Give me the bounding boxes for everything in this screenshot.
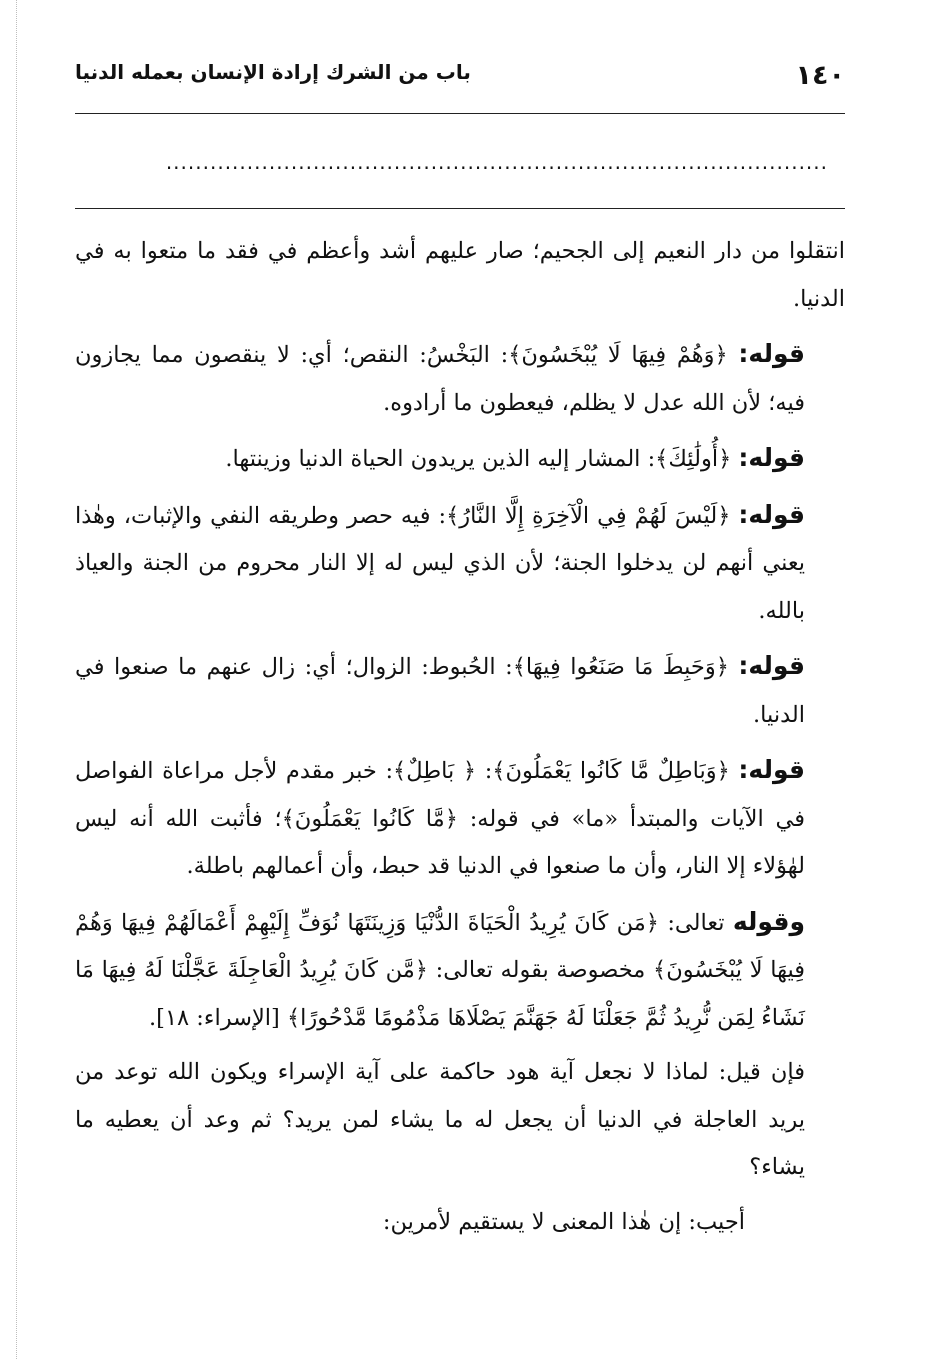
lead-word: قوله:: [738, 339, 805, 368]
paragraph-text: : فيه حصر وطريقه النفي والإثبات، وهٰذا يعني أنهم لن يدخلوا الجنة؛ لأن الذي ليس له إلا النار محروم من الجنة والعياذ بالله.: [75, 502, 805, 624]
paragraph-text: ؛ فأثبت الله أنه ليس لهٰؤلاء إلا النار، وأن ما صنعوا في الدنيا قد حبط، وأن أعمالهم باطلة.: [75, 805, 805, 879]
quran-quote: ﴿مَّا كَانُوا يَعْمَلُونَ﴾: [281, 805, 458, 832]
paragraph-text: : خبر مقدم لأجل مراعاة الفواصل في الآيات والمبتدأ «ما» في قوله:: [75, 758, 805, 832]
quran-quote: ﴿وَهُمْ فِيهَا لَا يُبْخَسُونَ﴾: [508, 342, 728, 368]
header-rule: [75, 113, 845, 114]
paragraph-9: [75, 1199, 845, 1247]
paragraph-text: انتقلوا من دار النعيم إلى الجحيم؛ صار عليهم أشد وأعظم في فقد ما متعوا به في الدنيا.: [75, 238, 845, 312]
paragraph-6: [75, 746, 845, 891]
running-title: باب من الشرك إرادة الإنسان بعمله الدنيا: [75, 60, 471, 84]
page-header: [75, 58, 845, 98]
paragraph-text: مخصوصة بقوله تعالى:: [427, 957, 654, 983]
quran-quote: ﴿مَن كَانَ يُرِيدُ الْحَيَاةَ الدُّنْيَا وَزِينَتَهَا نُوَفِّ إِلَيْهِمْ أَعْمَالَهُمْ فِيهَا وَهُمْ فِيهَا لَا يُبْخَسُونَ﴾: [75, 909, 805, 983]
paragraph-text: فإن قيل: لماذا لا نجعل آية هود حاكمة على آية الإسراء ويكون الله توعد من يريد العاجلة في الدنيا أن يجعل له ما يشاء لمن يريد؟ ثم وعد أن يعطيه ما يشاء؟: [75, 1059, 805, 1180]
paragraph-2: [75, 330, 845, 427]
lead-word: وقوله: [732, 906, 805, 936]
paragraph-text: :: [476, 758, 493, 784]
paragraph-4: [75, 491, 845, 636]
lead-word: قوله:: [738, 499, 805, 529]
separator-dots: ..........................................................................................: [165, 150, 828, 174]
page-number: ١٤٠: [795, 60, 845, 91]
paragraph-7: [75, 898, 845, 1043]
quran-quote: ﴿ بَاطِلٌ﴾: [393, 758, 477, 784]
quran-quote: ﴿لَيْسَ لَهُمْ فِي الْآخِرَةِ إِلَّا النَّارُ﴾: [446, 502, 731, 529]
paragraph-8: [75, 1049, 845, 1192]
paragraph-text: : الحُبوط: الزوال؛ أي: زال عنهم ما صنعوا في الدنيا.: [75, 654, 805, 728]
paragraph-3: [75, 434, 845, 484]
scan-edge-line: [16, 0, 17, 1359]
lead-word: قوله:: [738, 651, 805, 680]
paragraph-1: [75, 228, 845, 323]
quran-quote: ﴿وَحَبِطَ مَا صَنَعُوا فِيهَا﴾: [512, 654, 729, 680]
paragraph-5: [75, 642, 845, 739]
quran-quote: ﴿أُولَٰئِكَ﴾: [655, 446, 732, 472]
lead-word: قوله:: [738, 755, 805, 784]
verse-reference: [الإسراء: ١٨].: [149, 1004, 287, 1031]
quran-quote: ﴿مَّن كَانَ يُرِيدُ الْعَاجِلَةَ عَجَّلْنَا لَهُ فِيهَا مَا نَشَاءُ لِمَن نُّرِيدُ ثُمَّ جَعَلْنَا لَهُ جَهَنَّمَ يَصْلَاهَا مَذْمُومًا مَّدْحُورًا﴾: [75, 957, 805, 1031]
quran-quote: ﴿وَبَاطِلٌ مَّا كَانُوا يَعْمَلُونَ﴾: [492, 758, 730, 784]
paragraph-text: أجيب: إن هٰذا المعنى لا يستقيم لأمرين:: [382, 1208, 745, 1235]
body-text: [75, 228, 845, 1253]
paragraph-text: : المشار إليه الذين يريدون الحياة الدنيا وزينتها.: [225, 446, 656, 472]
paragraph-text: تعالى:: [659, 909, 733, 936]
lead-word: قوله:: [738, 443, 805, 472]
paragraph-text: : البَخْسُ: النقص؛ أي: لا ينقصون مما يجازون فيه؛ لأن الله عدل لا يظلم، فيعطون ما أرادوه.: [75, 342, 805, 416]
separator-rule: [75, 208, 845, 209]
